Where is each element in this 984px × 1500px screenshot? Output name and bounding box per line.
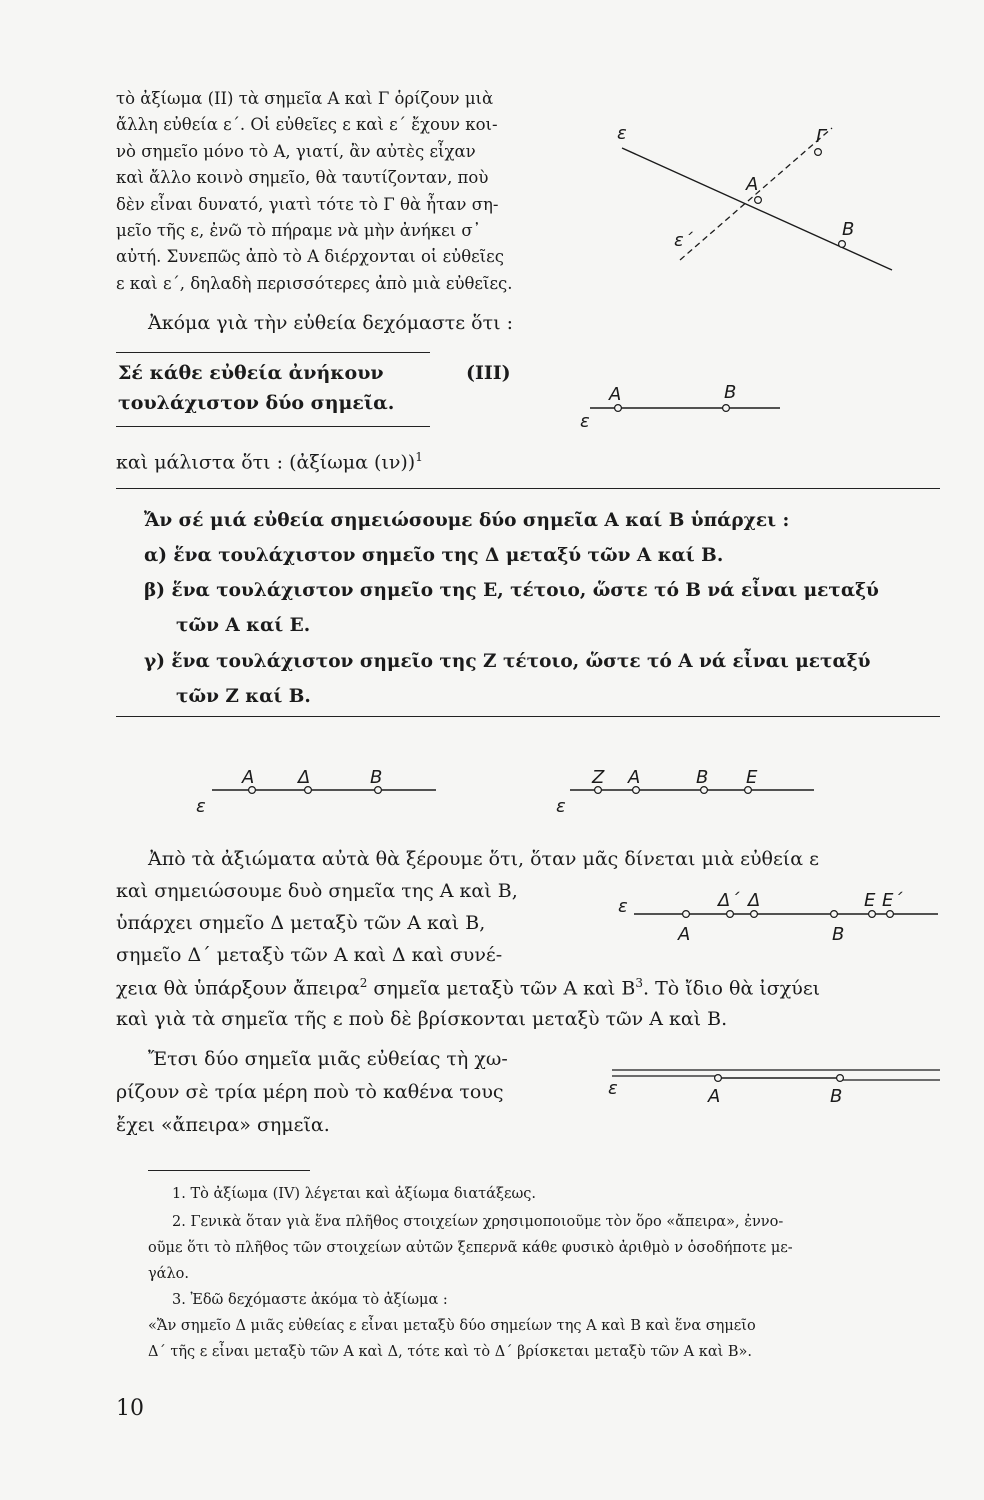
fig4-label-epsilon: ε xyxy=(608,1078,618,1099)
fig2r-label-epsilon: ε xyxy=(556,796,566,817)
intro-line: ἄλλη εὐθεία ε΄. Οἱ εὐθεῖες ε καὶ ε΄ ἔχουν κοι- xyxy=(116,115,498,135)
footnote-1: 1. Τὸ ἀξίωμα (IV) λέγεται καὶ ἀξίωμα διατάξεως. xyxy=(172,1186,537,1202)
label-b: Β xyxy=(842,219,855,240)
point-gamma xyxy=(815,149,822,156)
footnote-2-line1: 2. Γενικὰ ὅταν γιὰ ἕνα πλῆθος στοιχείων χρησιμοποιοῦμε τὸν ὅρο «ἄπειρα», ἐννο- xyxy=(172,1214,784,1230)
axiom3-label-b: Β xyxy=(724,382,737,403)
axiom3-label-epsilon: ε xyxy=(580,411,590,432)
fig2r-label-e: Ε xyxy=(746,767,758,788)
fig4-point-b xyxy=(837,1075,844,1082)
axiom3-line2: τουλάχιστον δύο σημεῖα. xyxy=(118,392,395,414)
axiom4-item-a: α) ἕνα τουλάχιστον σημεῖο της Δ μεταξύ τῶν Α καί Β. xyxy=(144,545,724,566)
footnote-3-line3: Δ΄ τῆς ε εἶναι μεταξὺ τῶν Α καὶ Δ, τότε καὶ τὸ Δ΄ βρίσκεται μεταξὺ τῶν Α καὶ Β». xyxy=(148,1344,753,1360)
fig3-label-e: Ε xyxy=(864,890,876,911)
intro-line: νὸ σημεῖο μόνο τὸ Α, γιατί, ἂν αὐτὲς εἶχαν xyxy=(116,141,476,161)
figure-intersecting-lines xyxy=(600,118,910,278)
footnote-2-line3: γάλο. xyxy=(148,1266,189,1282)
label-epsilon: ε xyxy=(617,123,627,144)
axiom4-item-c1: γ) ἕνα τουλάχιστον σημεῖο της Ζ τέτοιο, ὥστε τό Α νά εἶναι μεταξύ xyxy=(144,651,871,672)
para2-line5-c: . Τὸ ἴδιο θὰ ἰσχύει xyxy=(642,977,821,1000)
figure-axiom3 xyxy=(576,376,786,432)
fig3-point-b xyxy=(831,911,838,918)
fig2l-label-delta: Δ xyxy=(298,767,311,788)
para2-line5-a: χεια θὰ ὑπάρξουν ἄπειρα xyxy=(116,977,360,1000)
fig3-label-epsilon: ε xyxy=(618,896,628,917)
footnote-3-line2: «Ἄν σημεῖο Δ μιᾶς εὐθείας ε εἶναι μεταξὺ δύο σημείων της Α καὶ Β καὶ ἕνα σημεῖο xyxy=(148,1318,756,1334)
para2-line1: Ἀπὸ τὰ ἀξιώματα αὐτὰ θὰ ξέρουμε ὅτι, ὅταν μᾶς δίνεται μιὰ εὐθεία ε xyxy=(148,848,819,870)
footnote-ref-2: 2 xyxy=(359,976,368,990)
figure-axiom4-right xyxy=(552,762,822,820)
fig2l-label-epsilon: ε xyxy=(196,796,206,817)
axiom3-top-rule xyxy=(116,352,430,353)
line-epsilon xyxy=(622,148,892,270)
fig2r-label-a: Α xyxy=(628,767,641,788)
axiom4-statement: Ἄν σέ μιά εὐθεία σημειώσουμε δύο σημεῖα Α καί Β ὑπάρχει : xyxy=(144,510,790,531)
point-b xyxy=(839,241,846,248)
axiom3-point-b xyxy=(723,405,730,412)
intro-line: δὲν εἶναι δυνατό, γιατὶ τότε τὸ Γ θὰ ἦταν ση- xyxy=(116,194,499,214)
intro-line: ε καὶ ε΄, δηλαδὴ περισσότερες ἀπὸ μιὰ εὐθεῖες. xyxy=(116,273,513,293)
intro-line: τὸ ἀξίωμα (ΙΙ) τὰ σημεῖα Α καὶ Γ ὁρίζουν μιὰ xyxy=(116,89,494,108)
axiom3-line1: Σέ κάθε εὐθεία ἀνήκουν xyxy=(118,362,384,384)
axiom3-point-a xyxy=(615,405,622,412)
footnote-rule xyxy=(148,1170,310,1171)
label-a: Α xyxy=(746,174,759,195)
fig3-label-a: Α xyxy=(678,924,691,945)
para2-line5 xyxy=(116,976,820,999)
figure-para3 xyxy=(604,1058,944,1120)
fig2l-label-b: Β xyxy=(370,767,383,788)
fig4-label-b: Β xyxy=(830,1086,843,1107)
footnote-ref-3: 3 xyxy=(635,976,643,990)
intro-line: αὐτή. Συνεπῶς ἀπὸ τὸ Α διέρχονται οἱ εὐθεῖες xyxy=(116,247,504,267)
fig3-label-delta-prime: Δ΄ xyxy=(718,890,740,911)
page-number: 10 xyxy=(116,1396,144,1421)
fig3-label-e-prime: Ε΄ xyxy=(882,890,903,911)
para2-line6: καὶ γιὰ τὰ σημεῖα τῆς ε ποὺ δὲ βρίσκονται μεταξὺ τῶν Α καὶ Β. xyxy=(116,1008,728,1030)
figure-axiom4-left xyxy=(192,762,440,820)
para2-line4: σημεῖο Δ΄ μεταξὺ τῶν Α καὶ Δ καὶ συνέ- xyxy=(116,944,503,966)
fig2r-label-z: Ζ xyxy=(592,767,605,788)
fig2l-label-a: Α xyxy=(242,767,255,788)
intro-line: καὶ ἄλλο κοινὸ σημεῖο, θὰ ταυτίζονταν, ποὺ xyxy=(116,168,489,188)
fig3-point-e xyxy=(869,911,876,918)
fig3-point-delta xyxy=(751,911,758,918)
axiom4-item-b2: τῶν Α καί Ε. xyxy=(176,615,311,636)
fig3-point-delta-prime xyxy=(727,911,734,918)
axiom4-intro xyxy=(116,450,423,473)
footnote-3-line1: 3. Ἐδῶ δεχόμαστε ἀκόμα τὸ ἀξίωμα : xyxy=(172,1292,448,1308)
point-a xyxy=(755,197,762,204)
para3-line2: ρίζουν σὲ τρία μέρη ποὺ τὸ καθένα τους xyxy=(116,1081,504,1103)
axiom3-tag: (ΙΙΙ) xyxy=(466,362,511,384)
para3-line1: Ἔτσι δύο σημεῖα μιᾶς εὐθείας τὴ χω- xyxy=(148,1048,508,1070)
fig2r-label-b: Β xyxy=(696,767,709,788)
axiom3-label-a: Α xyxy=(609,384,622,405)
axiom4-bottom-rule xyxy=(116,716,940,717)
fig3-point-e-prime xyxy=(887,911,894,918)
footnote-ref-1: 1 xyxy=(415,450,423,464)
fig3-label-b: Β xyxy=(832,924,845,945)
para2-line3: ὑπάρχει σημεῖο Δ μεταξὺ τῶν Α καὶ Β, xyxy=(116,912,486,934)
axiom4-item-c2: τῶν Ζ καί Β. xyxy=(176,686,311,707)
label-gamma: Γ xyxy=(816,126,827,147)
label-epsilon-prime: ε΄ xyxy=(674,230,693,251)
intro-line: μεῖο τῆς ε, ἐνῶ τὸ πήραμε νὰ μὴν ἀνήκει σ᾽ xyxy=(116,221,481,241)
axiom4-top-rule xyxy=(116,488,940,489)
fig4-label-a: Α xyxy=(708,1086,721,1107)
fig3-label-delta: Δ xyxy=(748,890,761,911)
para2-line2: καὶ σημειώσουμε δυὸ σημεῖα της Α καὶ Β, xyxy=(116,880,518,902)
axiom4-item-b1: β) ἕνα τουλάχιστον σημεῖο της Ε, τέτοιο, ὥστε τό Β νά εἶναι μεταξύ xyxy=(144,580,879,601)
para3-line3: ἔχει «ἄπειρα» σημεῖα. xyxy=(116,1114,330,1136)
para2-line5-b: σημεῖα μεταξὺ τῶν Α καὶ Β xyxy=(367,977,636,1000)
axiom3-bottom-rule xyxy=(116,426,430,427)
axiom3-text xyxy=(118,358,394,418)
lead-sentence: Ἀκόμα γιὰ τὴν εὐθεία δεχόμαστε ὅτι : xyxy=(148,312,514,334)
fig3-point-a xyxy=(683,911,690,918)
fig4-point-a xyxy=(715,1075,722,1082)
figure-para2 xyxy=(614,890,944,950)
footnote-2-line2: οῦμε ὅτι τὸ πλῆθος τῶν στοιχείων αὐτῶν ξεπερνᾶ κάθε φυσικὸ ἀριθμὸ ν ὁσοδήποτε με- xyxy=(148,1240,793,1256)
axiom4-intro-text: καὶ μάλιστα ὅτι : (ἀξίωμα (ιν)) xyxy=(116,451,416,474)
intro-paragraph xyxy=(116,86,586,297)
